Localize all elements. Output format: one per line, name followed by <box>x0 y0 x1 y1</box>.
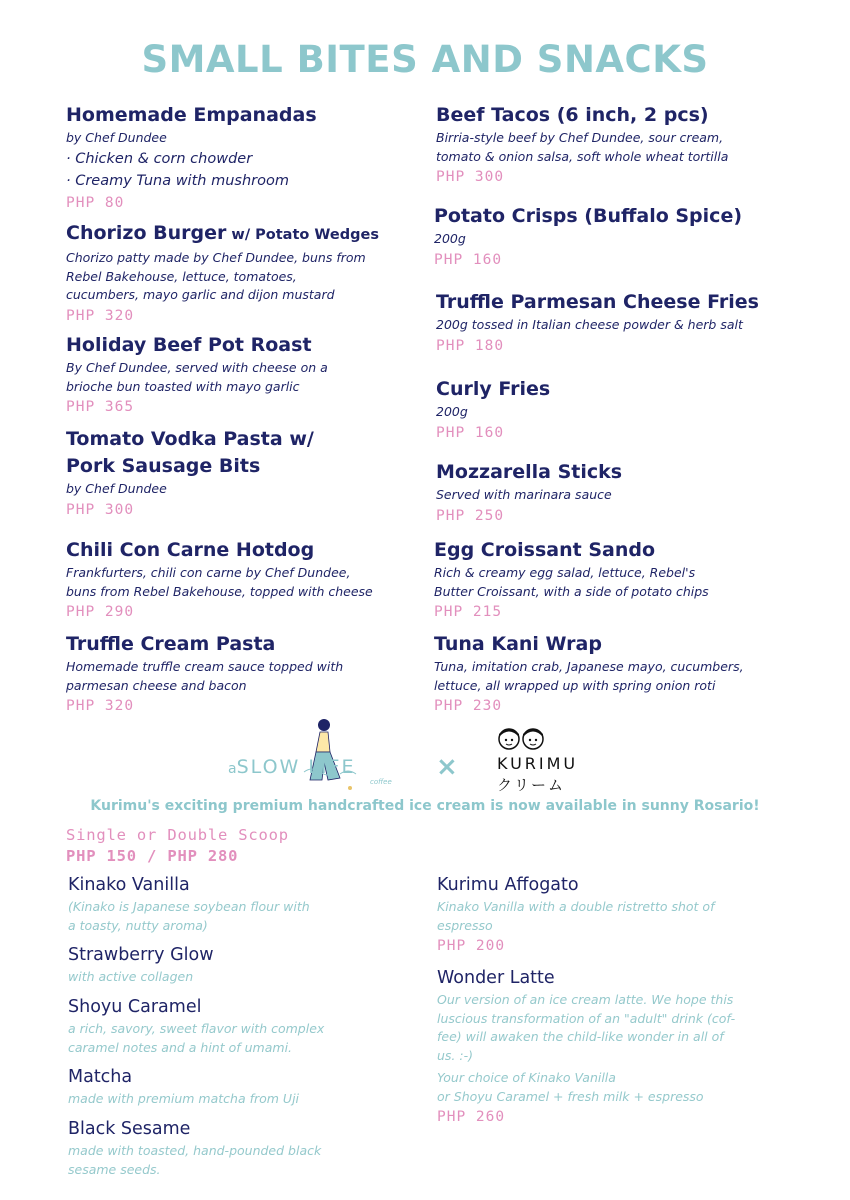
drink-wonder-latte <box>437 966 735 1128</box>
drink-desc: us. :-) <box>437 1047 473 1063</box>
item-price: PHP 320 <box>66 307 135 324</box>
flavor-desc: with active collagen <box>68 969 194 984</box>
drink-desc: espresso <box>437 917 493 933</box>
drink-price: PHP 260 <box>437 1109 506 1125</box>
kurimu-wordmark: KURIMU <box>497 754 579 773</box>
item-price: PHP 320 <box>66 698 135 714</box>
slow-life-wordmark: aSLOW LIFE <box>228 756 356 778</box>
item-desc: parmesan cheese and bacon <box>66 677 247 693</box>
drink-desc: Kinako Vanilla with a double ristretto shot of <box>437 899 715 914</box>
item-price: PHP 215 <box>434 604 503 620</box>
item-price: PHP 160 <box>434 251 503 268</box>
flavor-desc: caramel notes and a hint of umami. <box>68 1039 293 1055</box>
menu-item-hotdog <box>66 537 373 623</box>
item-price: PHP 250 <box>436 507 505 524</box>
item-desc: Homemade truffle cream sauce topped with <box>66 659 344 674</box>
girl-figure-icon <box>300 716 370 792</box>
flavor-name: Shoyu Caramel <box>68 997 202 1017</box>
kurimu-logo <box>495 726 615 796</box>
menu-item-truffle-pasta <box>66 631 343 717</box>
page-title: SMALL BITES AND SNACKS <box>141 38 709 81</box>
scoop-pricing <box>66 825 289 867</box>
coffee-wordmark: coffee <box>370 778 392 786</box>
item-desc: Butter Croissant, with a side of potato chips <box>434 583 709 599</box>
item-desc: lettuce, all wrapped up with spring onion roti <box>434 677 716 693</box>
kurimu-faces-icon <box>497 726 547 752</box>
item-desc: · Chicken & corn chowder <box>66 150 253 167</box>
scoop-label: Single or Double Scoop <box>66 826 289 844</box>
slow-life-logo <box>228 716 398 792</box>
menu-item-potato-crisps <box>434 203 742 271</box>
item-name-line2: Pork Sausage Bits <box>66 455 261 477</box>
menu-item-vodka-pasta <box>66 426 314 521</box>
item-desc: Served with marinara sauce <box>436 487 612 502</box>
item-desc: Birria-style beef by Chef Dundee, sour cream, <box>436 130 724 145</box>
menu-item-curly-fries <box>436 376 550 444</box>
item-name: Homemade Empanadas <box>66 104 317 126</box>
item-name: Egg Croissant Sando <box>434 539 656 561</box>
flavor-black-sesame <box>68 1117 321 1179</box>
item-desc: 200g <box>436 404 468 419</box>
flavor-desc: made with premium matcha from Uji <box>68 1091 300 1106</box>
drink-name: Kurimu Affogato <box>437 875 579 895</box>
flavor-desc: made with toasted, hand-pounded black <box>68 1143 322 1158</box>
flavor-name: Strawberry Glow <box>68 945 214 965</box>
flavor-desc: a toasty, nutty aroma) <box>68 917 208 933</box>
item-name: Truffle Parmesan Cheese Fries <box>436 291 759 313</box>
drink-desc: Your choice of Kinako Vanilla <box>437 1070 616 1085</box>
item-name: Holiday Beef Pot Roast <box>66 334 312 356</box>
item-desc: Rich & creamy egg salad, lettuce, Rebel's <box>434 565 696 580</box>
flavor-name: Matcha <box>68 1067 133 1087</box>
item-name: Chorizo Burger w/ Potato Wedges <box>66 222 379 244</box>
drink-desc: luscious transformation of an "adult" drink (cof- <box>437 1010 736 1026</box>
item-desc: Rebel Bakehouse, lettuce, tomatoes, <box>66 268 297 284</box>
item-desc: by Chef Dundee <box>66 130 167 145</box>
flavor-matcha <box>68 1065 299 1109</box>
flavor-shoyu-caramel <box>68 995 324 1057</box>
menu-item-chorizo-burger <box>66 220 379 327</box>
item-price: PHP 290 <box>66 604 135 620</box>
item-price: PHP 160 <box>436 424 505 441</box>
drink-desc: or Shoyu Caramel + fresh milk + espresso <box>437 1088 704 1104</box>
item-price: PHP 180 <box>436 337 505 354</box>
item-desc: buns from Rebel Bakehouse, topped with cheese <box>66 583 373 599</box>
item-name-suffix: w/ Potato Wedges <box>226 227 379 243</box>
drink-desc: fee) will awaken the child-like wonder in all of <box>437 1029 724 1044</box>
flavor-name: Black Sesame <box>68 1119 191 1139</box>
item-price: PHP 365 <box>66 399 135 415</box>
menu-item-tuna-wrap <box>434 631 744 717</box>
item-price: PHP 300 <box>436 169 505 185</box>
flavor-desc: a rich, savory, sweet flavor with complex <box>68 1021 325 1036</box>
item-desc: 200g <box>434 231 466 246</box>
flavor-desc: sesame seeds. <box>68 1161 161 1177</box>
item-name: Tomato Vodka Pasta w/ <box>66 428 314 450</box>
item-name: Potato Crisps (Buffalo Spice) <box>434 205 743 227</box>
item-name: Chili Con Carne Hotdog <box>66 539 315 561</box>
item-price: PHP 300 <box>66 501 135 518</box>
item-desc: · Creamy Tuna with mushroom <box>66 172 289 189</box>
item-name: Curly Fries <box>436 378 551 400</box>
flavor-strawberry-glow <box>68 943 214 987</box>
item-desc: Chorizo patty made by Chef Dundee, buns from <box>66 250 366 265</box>
item-desc: Frankfurters, chili con carne by Chef Dundee, <box>66 565 351 580</box>
item-desc: By Chef Dundee, served with cheese on a <box>66 360 328 375</box>
menu-item-mozzarella-sticks <box>436 459 622 527</box>
item-name: Beef Tacos (6 inch, 2 pcs) <box>436 104 709 126</box>
item-name: Tuna Kani Wrap <box>434 633 602 655</box>
ice-cream-banner: Kurimu's exciting premium handcrafted ice cream is now available in sunny Rosario! <box>90 798 760 814</box>
item-desc: brioche bun toasted with mayo garlic <box>66 378 300 394</box>
item-price: PHP 80 <box>66 194 125 211</box>
item-price: PHP 230 <box>434 698 503 714</box>
flavor-kinako-vanilla <box>68 873 310 935</box>
item-desc: by Chef Dundee <box>66 481 167 496</box>
scoop-price: PHP 150 / PHP 280 <box>66 847 239 865</box>
item-desc: Tuna, imitation crab, Japanese mayo, cucumbers, <box>434 659 744 674</box>
drink-kurimu-affogato <box>437 873 714 957</box>
menu-item-pot-roast <box>66 332 328 418</box>
collab-x-icon: × <box>436 752 458 782</box>
menu-item-empanadas <box>66 102 317 214</box>
item-name: Mozzarella Sticks <box>436 461 623 483</box>
drink-name: Wonder Latte <box>437 968 555 988</box>
menu-item-egg-croissant <box>434 537 709 623</box>
item-desc: cucumbers, mayo garlic and dijon mustard <box>66 287 335 302</box>
flavor-name: Kinako Vanilla <box>68 875 190 895</box>
drink-price: PHP 200 <box>437 938 506 954</box>
item-name: Truffle Cream Pasta <box>66 633 276 655</box>
kurimu-japanese-wordmark: クリーム <box>497 776 566 794</box>
menu-item-truffle-fries <box>436 289 759 357</box>
menu-item-beef-tacos <box>436 102 728 188</box>
drink-desc: Our version of an ice cream latte. We hope this <box>437 992 734 1007</box>
flavor-desc: (Kinako is Japanese soybean flour with <box>68 899 310 914</box>
item-desc: tomato & onion salsa, soft whole wheat tortilla <box>436 148 729 164</box>
item-desc: 200g tossed in Italian cheese powder & herb salt <box>436 317 743 332</box>
